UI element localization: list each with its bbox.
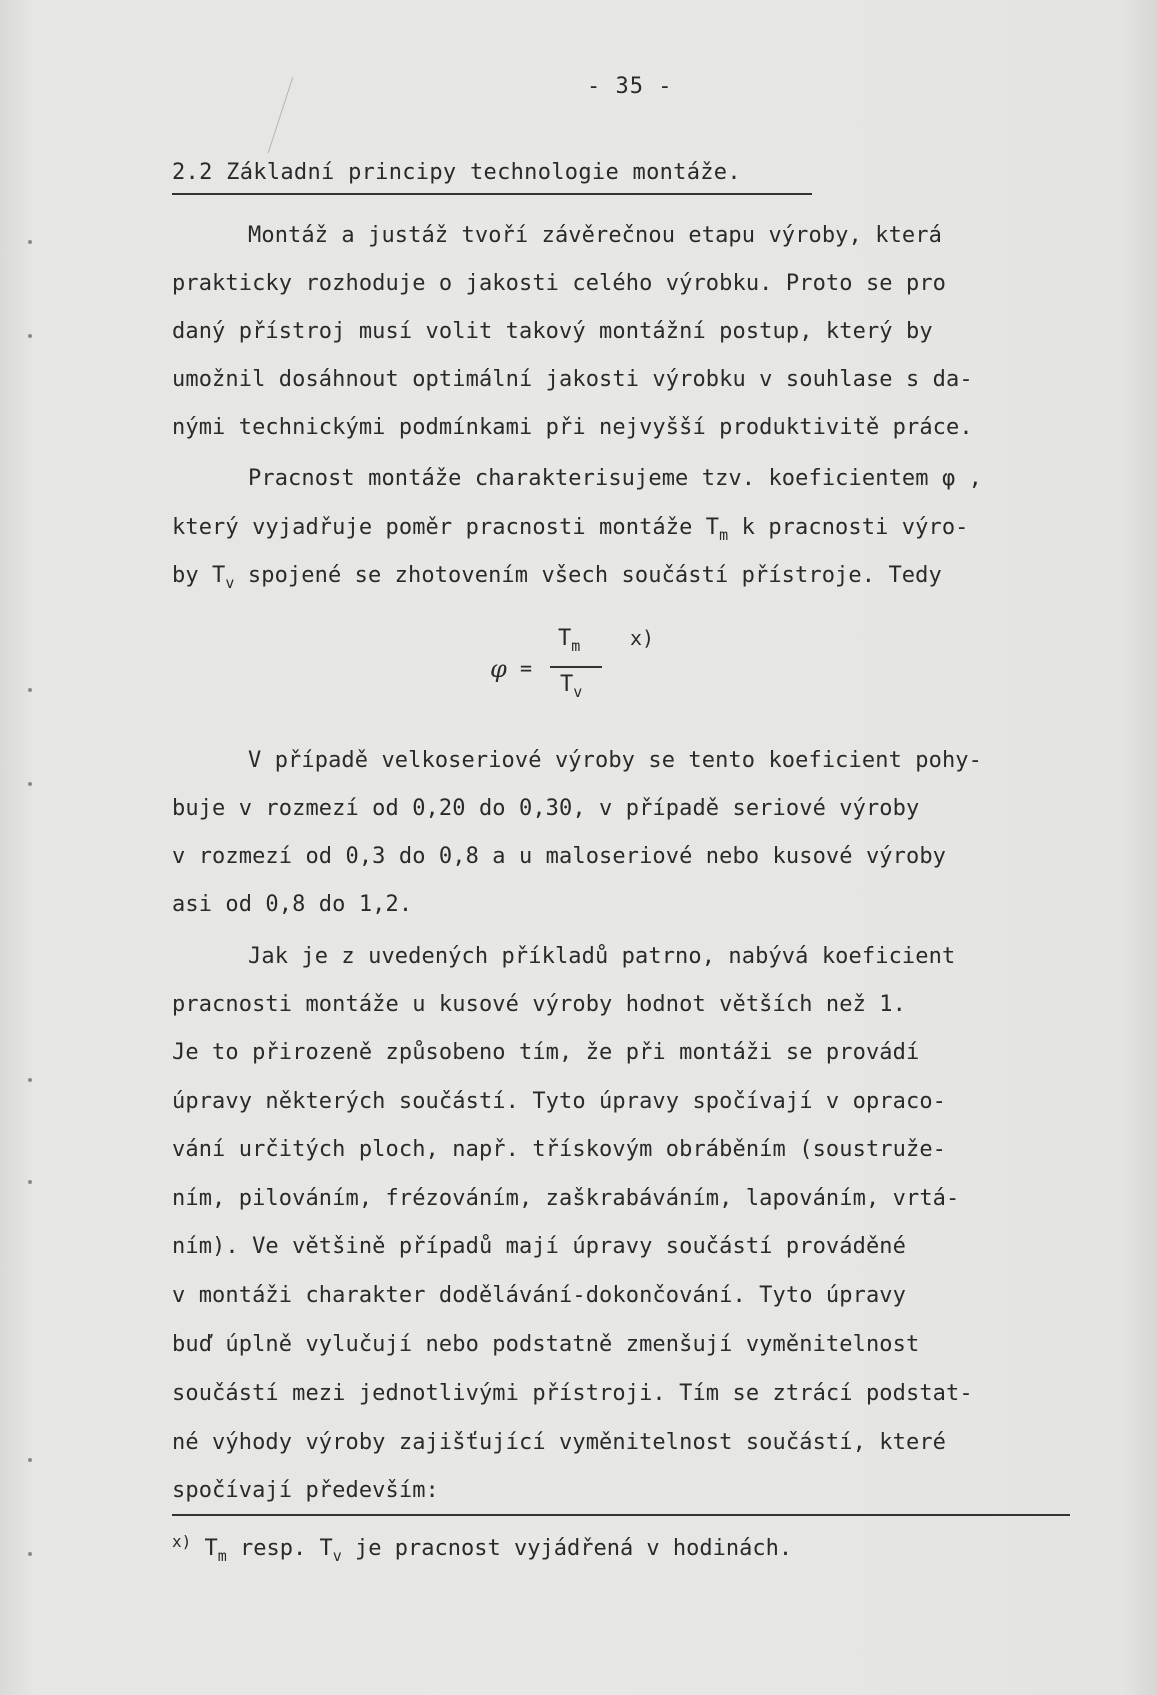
punch-hole-mark xyxy=(28,334,32,338)
footnote-mark: x) xyxy=(172,1532,192,1551)
punch-hole-mark xyxy=(28,1180,32,1184)
fraction-bar xyxy=(550,666,602,668)
footnote-subscript: v xyxy=(332,1547,342,1565)
formula-denominator-subscript: v xyxy=(573,683,583,701)
text-fragment: k pracnosti výro- xyxy=(728,515,969,540)
section-heading: 2.2 Základní principy technologie montáže. xyxy=(172,160,741,185)
heading-underline xyxy=(172,193,812,195)
text-line: vání určitých ploch, např. třískovým obráběním (soustruže- xyxy=(172,1137,947,1162)
punch-hole-mark xyxy=(28,688,32,692)
text-line: nými technickými podmínkami při nejvyšší produktivitě práce. xyxy=(172,415,973,440)
formula xyxy=(480,620,660,710)
text-line: prakticky rozhoduje o jakosti celého výrobku. Proto se pro xyxy=(172,271,947,296)
footnote xyxy=(172,1532,793,1565)
text-line: Pracnost montáže charakterisujeme tzv. koeficientem φ , xyxy=(248,466,982,491)
text-line: pracnosti montáže u kusové výroby hodnot větších než 1. xyxy=(172,992,906,1017)
text-line: buje v rozmezí od 0,20 do 0,30, v případě seriové výroby xyxy=(172,796,920,821)
text-line: ním, pilováním, frézováním, zaškrabáváním, lapováním, vrtá- xyxy=(172,1186,960,1211)
text-line xyxy=(172,563,942,592)
text-line: asi od 0,8 do 1,2. xyxy=(172,892,413,917)
text-fragment: spojené se zhotovením všech součástí přístroje. Tedy xyxy=(234,563,942,588)
text-line: ním). Ve většině případů mají úpravy součástí prováděné xyxy=(172,1234,906,1259)
punch-hole-mark xyxy=(28,1552,32,1556)
text-fragment: by T xyxy=(172,563,226,588)
punch-hole-mark xyxy=(28,240,32,244)
formula-numerator-symbol: T xyxy=(558,626,572,651)
pen-mark xyxy=(268,77,294,153)
footnote-subscript: m xyxy=(217,1547,227,1565)
subscript: m xyxy=(719,526,729,544)
punch-hole-mark xyxy=(28,1078,32,1082)
formula-footnote-mark: x) xyxy=(630,626,655,650)
formula-numerator-subscript: m xyxy=(571,637,581,655)
text-line: v rozmezí od 0,3 do 0,8 a u maloseriové nebo kusové výroby xyxy=(172,844,947,869)
footnote-divider xyxy=(172,1514,1070,1516)
footnote-text: resp. T xyxy=(226,1536,333,1561)
formula-denominator-symbol: T xyxy=(560,672,574,697)
footnote-symbol: T xyxy=(204,1536,218,1561)
footnote-text: je pracnost vyjádřená v hodinách. xyxy=(341,1536,793,1561)
formula-equals: = xyxy=(520,656,533,680)
text-line: Jak je z uvedených příkladů patrno, nabývá koeficient xyxy=(248,944,956,969)
text-line: úpravy některých součástí. Tyto úpravy spočívají v opraco- xyxy=(172,1089,947,1114)
subscript: v xyxy=(225,574,235,592)
text-line: umožnil dosáhnout optimální jakosti výrobku v souhlase s da- xyxy=(172,367,973,392)
text-line: né výhody výroby zajišťující vyměnitelnost součástí, které xyxy=(172,1430,947,1455)
text-line xyxy=(172,515,969,544)
text-line: spočívají především: xyxy=(172,1478,439,1503)
formula-denominator xyxy=(560,672,583,701)
formula-numerator xyxy=(558,626,581,655)
text-line: V případě velkoseriové výroby se tento koeficient pohy- xyxy=(248,748,982,773)
text-line: buď úplně vylučují nebo podstatně zmenšují vyměnitelnost xyxy=(172,1332,920,1357)
punch-hole-mark xyxy=(28,782,32,786)
text-line: Montáž a justáž tvoří závěrečnou etapu výroby, která xyxy=(248,223,942,248)
punch-hole-mark xyxy=(28,1458,32,1462)
text-line: Je to přirozeně způsobeno tím, že při montáži se provádí xyxy=(172,1040,920,1065)
formula-phi: φ xyxy=(490,655,507,683)
text-fragment: který vyjadřuje poměr pracnosti montáže T xyxy=(172,515,720,540)
text-line: součástí mezi jednotlivými přístroji. Tím se ztrácí podstat- xyxy=(172,1381,973,1406)
text-line: daný přístroj musí volit takový montážní postup, který by xyxy=(172,319,933,344)
page-number: - 35 - xyxy=(587,74,673,99)
text-line: v montáži charakter dodělávání-dokončování. Tyto úpravy xyxy=(172,1283,906,1308)
